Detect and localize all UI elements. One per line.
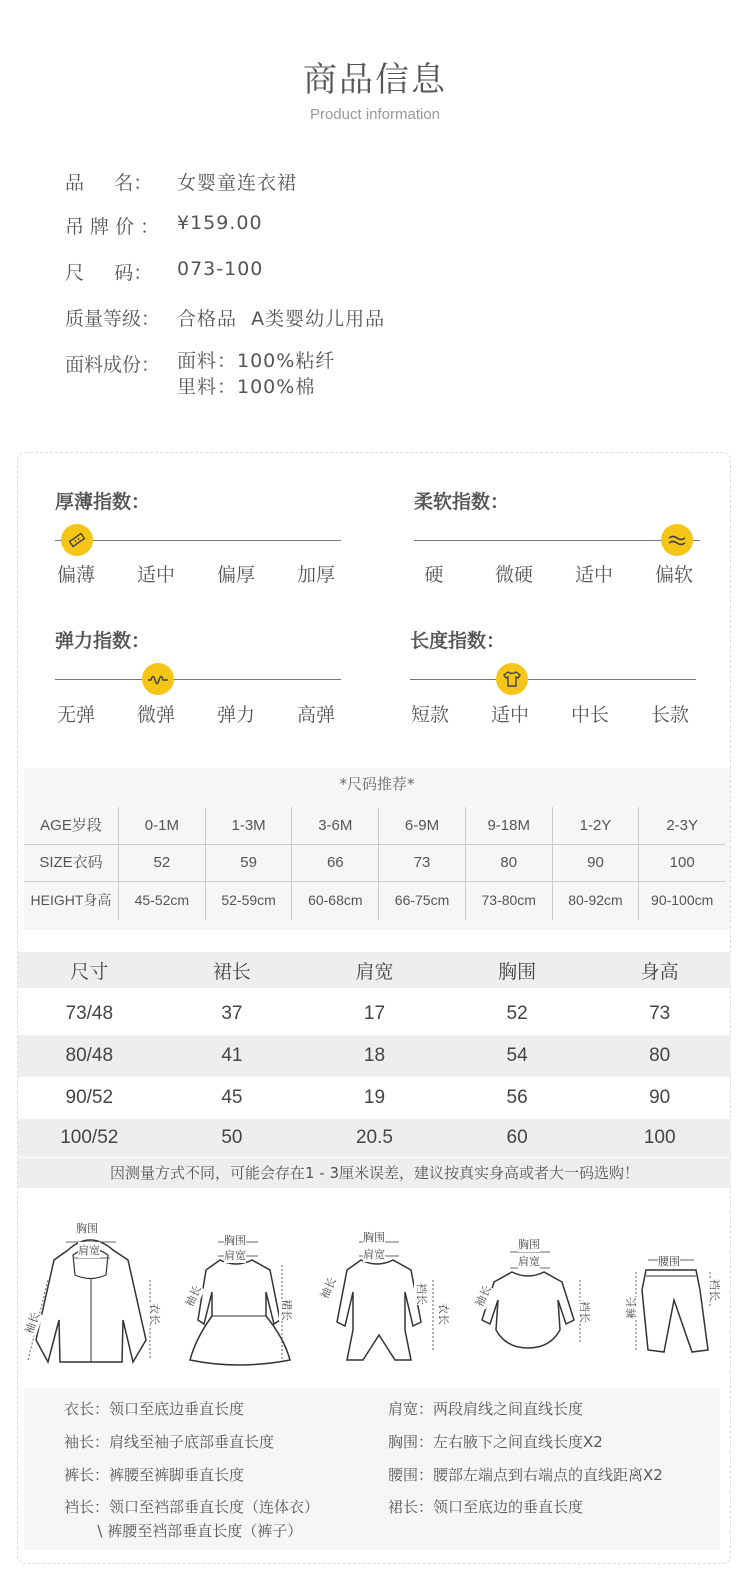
length-label: 适中 — [490, 704, 529, 726]
softness-label: 偏软 — [654, 564, 693, 586]
size-cell: 73-80cm — [466, 882, 553, 920]
measure-cell: 80 — [649, 1045, 671, 1066]
softness-title: 柔软指数： — [414, 491, 510, 513]
clothes-length-label: 衣长 — [148, 1303, 161, 1325]
romper-diagram — [313, 1220, 463, 1370]
skirt-length-label: 裙长 — [280, 1299, 293, 1321]
info-value: 合格品 A类婴幼儿用品 — [177, 308, 386, 330]
info-row-quality — [65, 304, 385, 331]
table-row — [18, 1035, 731, 1077]
size-cell: 52 — [119, 845, 206, 881]
thickness-label: 偏薄 — [56, 564, 95, 586]
measure-cell: 60 — [506, 1127, 528, 1148]
info-row-size — [65, 258, 263, 285]
table-row — [18, 1077, 731, 1119]
measure-cell: 80/48 — [65, 1045, 114, 1066]
page-subtitle: Product information — [309, 106, 441, 123]
measure-cell: 100 — [643, 1127, 676, 1148]
info-row-price — [65, 212, 263, 239]
crotch-label: 裆长 — [578, 1301, 591, 1323]
size-recommend-title: *尺码推荐* — [339, 775, 415, 793]
chest-label: 胸围 — [363, 1231, 385, 1244]
softness-label: 硬 — [424, 564, 444, 586]
size-cell: 60-68cm — [292, 882, 379, 920]
size-cell: 45-52cm — [119, 882, 206, 920]
size-cell: 90 — [553, 845, 640, 881]
legend-item: 腰围：腰部左端点到右端点的直线距离X2 — [388, 1466, 663, 1484]
info-value: ¥159.00 — [177, 212, 263, 234]
thickness-title: 厚薄指数： — [55, 491, 151, 513]
measure-cell: 52 — [506, 1003, 528, 1024]
info-row-name — [65, 168, 297, 195]
sleeve-label: 袖长 — [472, 1283, 494, 1309]
info-value: 女婴童连衣裙 — [177, 172, 298, 194]
info-label: 面料成份： — [65, 354, 161, 376]
wave-icon — [661, 524, 693, 556]
sleeve-label: 袖长 — [317, 1275, 339, 1301]
elasticity-label: 高弹 — [296, 704, 335, 726]
ruler-icon — [61, 524, 93, 556]
size-row-label: SIZE衣码 — [24, 845, 119, 881]
legend-item: \ 裤腰至裆部垂直长度（裤子） — [64, 1522, 303, 1540]
legend-item: 衣长：领口至底边垂直长度 — [64, 1400, 245, 1418]
size-cell: 1-2Y — [553, 807, 640, 844]
measure-cell: 54 — [506, 1045, 528, 1066]
page-title: 商品信息 — [303, 60, 447, 100]
measure-header: 肩宽 — [355, 961, 394, 983]
shoulder-label: 肩宽 — [363, 1248, 385, 1261]
measure-header: 裙长 — [212, 961, 251, 983]
shoulder-label: 肩宽 — [78, 1244, 100, 1257]
table-row — [18, 1119, 731, 1157]
info-label: 品 名： — [65, 172, 153, 194]
length-title: 长度指数： — [410, 630, 506, 652]
size-cell: 66 — [292, 845, 379, 881]
measure-cell: 50 — [221, 1127, 243, 1148]
length-label: 中长 — [570, 704, 609, 726]
clothes-length-label: 衣长 — [437, 1303, 450, 1325]
chest-label: 胸围 — [76, 1222, 98, 1235]
size-row-label: AGE岁段 — [24, 807, 119, 844]
bodysuit-diagram — [470, 1220, 610, 1370]
sleeve-label: 袖长 — [182, 1283, 204, 1309]
legend-item: 胸围：左右腋下之间直线长度X2 — [388, 1433, 603, 1451]
waist-label: 腰围 — [658, 1255, 680, 1268]
size-cell: 100 — [669, 854, 695, 871]
size-cell: 3-6M — [292, 807, 379, 844]
softness-labels — [394, 560, 714, 587]
size-cell: 6-9M — [379, 807, 466, 844]
measure-cell: 17 — [363, 1003, 386, 1024]
size-cell: 0-1M — [119, 807, 206, 844]
size-cell: 66-75cm — [379, 882, 466, 920]
pants-length-label: 裤长 — [625, 1297, 638, 1319]
size-cell: 1-3M — [206, 807, 293, 844]
elasticity-labels — [36, 700, 356, 727]
shoulder-label: 肩宽 — [518, 1255, 540, 1268]
length-labels — [390, 700, 710, 727]
shirt-icon — [496, 663, 528, 695]
measure-cell: 90/52 — [65, 1087, 114, 1108]
size-row-label: HEIGHT身高 — [24, 882, 119, 920]
softness-label: 适中 — [574, 564, 613, 586]
legend-item: 袖长：肩线至袖子底部垂直长度 — [64, 1433, 275, 1451]
measure-header: 身高 — [640, 961, 679, 983]
legend-item: 肩宽：两段肩线之间直线长度 — [388, 1400, 584, 1418]
size-cell: 80-92cm — [553, 882, 640, 920]
measure-cell: 100/52 — [60, 1127, 119, 1148]
measure-cell: 73/48 — [65, 1003, 114, 1024]
shoulder-label: 肩宽 — [224, 1249, 246, 1262]
measure-cell: 56 — [506, 1087, 528, 1108]
measure-cell: 41 — [221, 1045, 243, 1066]
spring-icon — [142, 663, 174, 695]
thickness-scale-line — [55, 540, 341, 541]
size-row-age — [24, 807, 725, 845]
elasticity-label: 弹力 — [216, 704, 255, 726]
size-cell: 9-18M — [466, 807, 553, 844]
info-value-lining: 里料：100%棉 — [177, 376, 316, 398]
measure-cell: 18 — [363, 1045, 386, 1066]
chest-label: 胸围 — [224, 1234, 246, 1247]
info-label: 质量等级： — [65, 308, 161, 330]
size-cell: 73 — [379, 845, 466, 881]
measure-header: 尺寸 — [70, 961, 109, 983]
length-scale-line — [410, 679, 696, 680]
size-cell: 2-3Y — [666, 817, 699, 834]
hoodie-diagram — [18, 1220, 168, 1370]
elasticity-label: 无弹 — [56, 704, 95, 726]
size-row-size — [24, 845, 725, 882]
length-label: 短款 — [410, 704, 449, 726]
thickness-label: 加厚 — [296, 564, 335, 586]
sleeve-label: 袖长 — [22, 1310, 43, 1336]
chest-label: 胸围 — [518, 1238, 540, 1251]
info-label: 吊 牌 价 ： — [65, 216, 160, 238]
length-label: 长款 — [650, 704, 689, 726]
size-cell: 52-59cm — [206, 882, 293, 920]
measure-header-row — [18, 952, 731, 988]
size-cell: 59 — [206, 845, 293, 881]
size-row-height — [24, 882, 725, 920]
info-row-material — [65, 350, 335, 400]
elasticity-label: 微弹 — [136, 704, 175, 726]
legend-item: 裙长：领口至底边的垂直长度 — [388, 1498, 584, 1516]
measure-cell: 19 — [363, 1087, 386, 1108]
crotch-label: 裆长 — [415, 1283, 428, 1305]
measure-header: 胸围 — [498, 961, 537, 983]
legend-item: 裆长：领口至裆部垂直长度（连体衣） — [64, 1498, 320, 1516]
softness-label: 微硬 — [494, 564, 533, 586]
info-label: 尺 码： — [65, 262, 153, 284]
thickness-label: 偏厚 — [216, 564, 255, 586]
measure-cell: 37 — [221, 1003, 243, 1024]
thickness-labels — [36, 560, 356, 587]
measure-cell: 73 — [649, 1003, 671, 1024]
softness-scale-line — [414, 540, 700, 541]
crotch-label: 裆长 — [708, 1279, 721, 1301]
thickness-label: 适中 — [136, 564, 175, 586]
elasticity-title: 弹力指数： — [55, 630, 151, 652]
measure-cell: 90 — [649, 1087, 671, 1108]
measure-cell: 45 — [221, 1087, 243, 1108]
legend-item: 裤长：裤腰至裤脚垂直长度 — [64, 1466, 245, 1484]
dress-diagram — [178, 1220, 303, 1370]
size-cell: 80 — [466, 845, 553, 881]
info-value: 073-100 — [177, 258, 264, 280]
table-row — [18, 993, 731, 1035]
size-cell: 90-100cm — [651, 892, 714, 908]
measurement-note: 因测量方式不同，可能会存在1 - 3厘米误差，建议按真实身高或者大一码选购！ — [18, 1158, 731, 1188]
info-value: 面料：100%粘纤 — [177, 350, 336, 372]
measure-cell: 20.5 — [355, 1127, 393, 1148]
elasticity-scale-line — [55, 679, 341, 680]
pants-diagram — [618, 1220, 726, 1370]
